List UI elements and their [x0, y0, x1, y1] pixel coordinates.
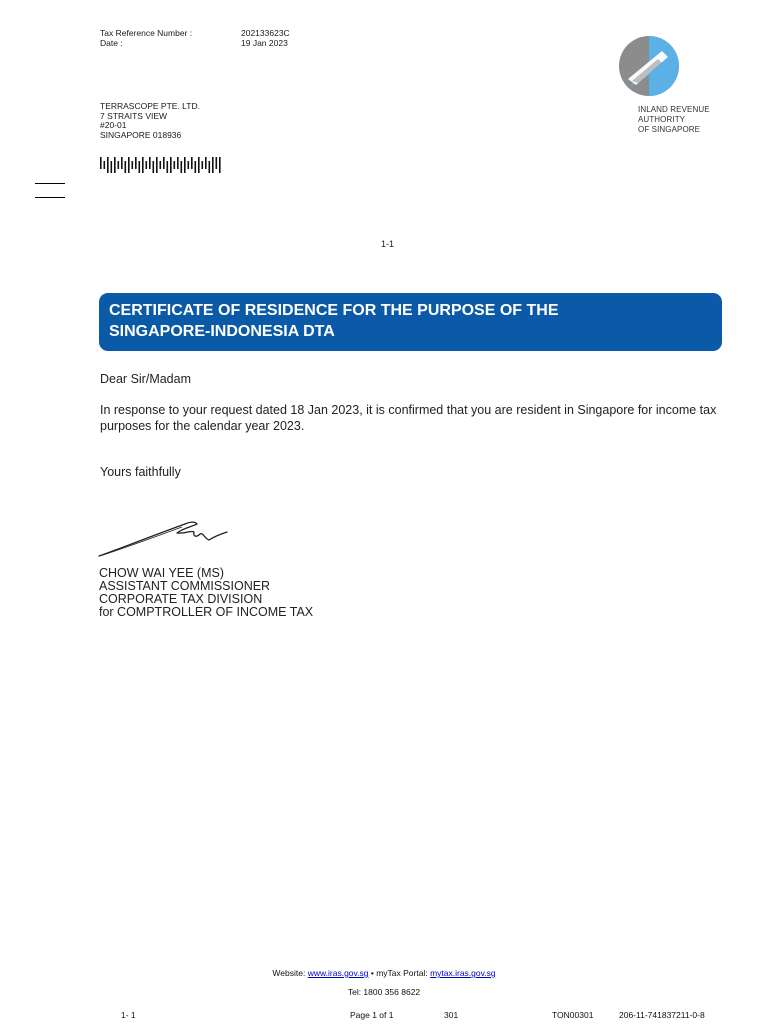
certificate-title-banner — [99, 293, 722, 351]
iras-logo-icon — [618, 35, 680, 97]
recipient-address — [100, 102, 200, 140]
date-value: 19 Jan 2023 — [241, 38, 288, 48]
fold-mark-top — [35, 183, 65, 184]
date-label: Date : — [100, 38, 123, 48]
fold-mark-bottom — [35, 197, 65, 198]
footer-page-number: Page 1 of 1 — [350, 1010, 394, 1020]
page-reference: 1-1 — [381, 239, 395, 249]
footer-website-label: Website: — [272, 968, 306, 978]
recipient-street: 7 STRAITS VIEW — [100, 110, 168, 121]
footer-document-id: 206-11-741837211-0-8 — [619, 1010, 705, 1020]
tax-reference-label: Tax Reference Number : — [100, 28, 193, 38]
footer-links — [0, 968, 768, 978]
confirmation-paragraph: In response to your request dated 18 Jan 2023, it is confirmed that you are resident in Singapore for income tax purposes for the calendar year 2023. — [100, 403, 717, 433]
agency-line-1: INLAND REVENUE — [638, 105, 710, 114]
certificate-title-line-1: CERTIFICATE OF RESIDENCE FOR THE PURPOSE OF THE — [109, 302, 559, 319]
footer-separator: • myTax Portal: — [370, 968, 428, 978]
footer-ton-code: TON00301 — [552, 1010, 594, 1020]
recipient-unit: #20-01 — [100, 120, 127, 130]
salutation: Dear Sir/Madam — [100, 372, 191, 386]
signatory-for-line: for COMPTROLLER OF INCOME TAX — [99, 605, 314, 619]
certificate-title-line-2: SINGAPORE-INDONESIA DTA — [109, 323, 335, 340]
agency-line-2: AUTHORITY — [638, 115, 686, 124]
signatory-division: CORPORATE TAX DIVISION — [99, 592, 263, 606]
agency-line-3: OF SINGAPORE — [638, 125, 701, 134]
postal-barcode — [100, 153, 225, 173]
recipient-postal: SINGAPORE 018936 — [100, 129, 182, 140]
signatory-block — [99, 567, 313, 619]
mytax-portal-link[interactable]: mytax.iras.gov.sg — [430, 968, 496, 978]
agency-name — [638, 105, 710, 135]
tax-reference-value: 202133623C — [241, 28, 290, 38]
signatory-title: ASSISTANT COMMISSIONER — [99, 579, 271, 593]
recipient-company: TERRASCOPE PTE. LTD. — [100, 101, 200, 111]
signatory-name: CHOW WAI YEE (MS) — [99, 566, 224, 580]
signature-image — [97, 516, 237, 561]
website-link[interactable]: www.iras.gov.sg — [307, 968, 369, 978]
footer-code-301: 301 — [444, 1010, 459, 1020]
footer-left-reference: 1- 1 — [121, 1010, 136, 1020]
footer-telephone: Tel: 1800 356 8622 — [347, 987, 421, 997]
closing: Yours faithfully — [100, 465, 181, 479]
